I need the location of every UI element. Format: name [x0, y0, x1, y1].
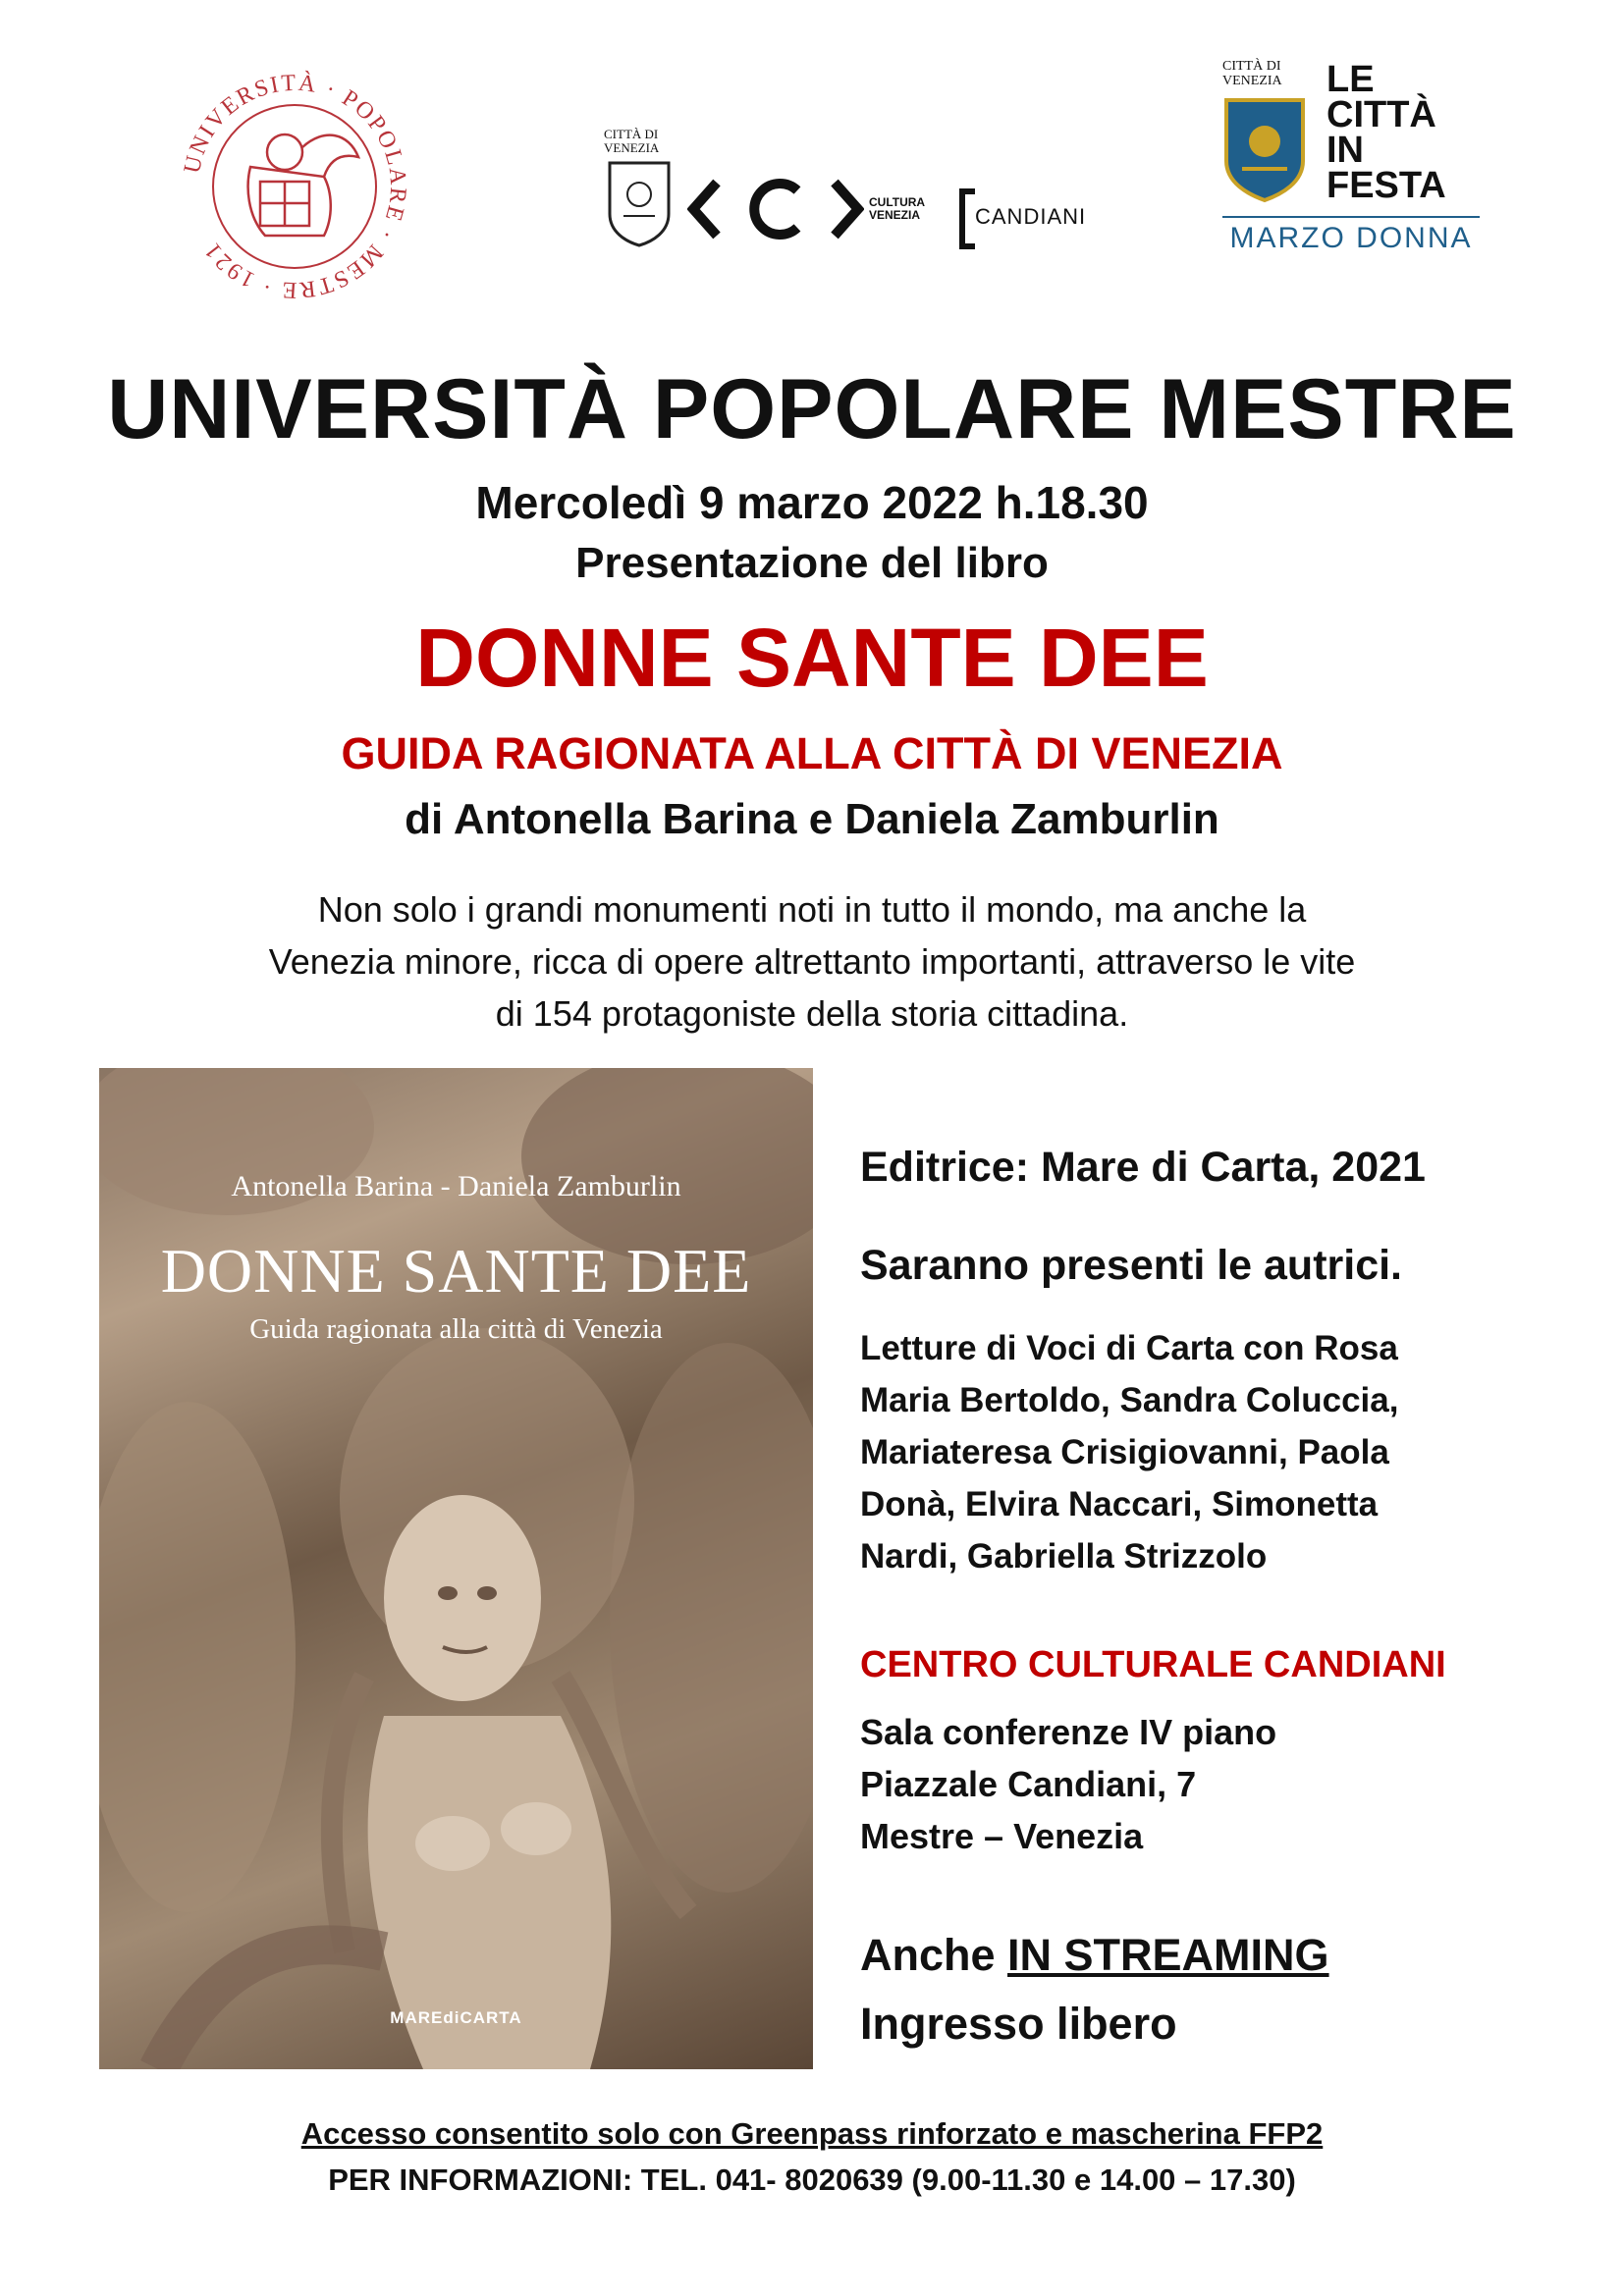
partner-logos-strip [604, 128, 1105, 255]
readings-line: Maria Bertoldo, Sandra Coluccia, [860, 1381, 1399, 1419]
festa-line-3: IN [1326, 130, 1364, 171]
winged-lion-icon [248, 134, 358, 236]
event-date-time: Mercoledì 9 marzo 2022 h.18.30 [475, 477, 1149, 528]
cover-publisher-mark: MAREdiCARTA [390, 2008, 522, 2027]
citta-venezia-label: CITTÀ DI VENEZIA [604, 127, 660, 155]
presentation-label: Presentazione del libro [575, 539, 1049, 587]
venezia-shield-icon [606, 159, 673, 247]
readings-line: Letture di Voci di Carta con Rosa [860, 1329, 1398, 1367]
organizer-title: UNIVERSITÀ POPOLARE MESTRE [107, 362, 1517, 456]
streaming-line [860, 1921, 1567, 1990]
marzo-donna-rule [1222, 216, 1480, 218]
free-entry-label: Ingresso libero [860, 1999, 1177, 2049]
contact-info: PER INFORMAZIONI: TEL. 041- 8020639 (9.00-11.30 e 14.00 – 17.30) [328, 2163, 1296, 2197]
address-line: Piazzale Candiani, 7 [860, 1764, 1197, 1804]
venue-address [860, 1706, 1567, 1862]
festa-citta-venezia-label: CITTÀ DI VENEZIA [1222, 59, 1282, 88]
cover-title: DONNE SANTE DEE [160, 1236, 752, 1306]
authors-present-note: Saranno presenti le autrici. [860, 1242, 1403, 1289]
marzo-donna-label: MARZO DONNA [1229, 222, 1473, 254]
citta-in-festa-logo [1222, 59, 1488, 265]
cultura-venezia-c-logo-icon [687, 175, 864, 243]
venue-name: CENTRO CULTURALE CANDIANI [860, 1644, 1446, 1685]
cover-subtitle: Guida ragionata alla città di Venezia [249, 1313, 663, 1345]
book-subtitle: GUIDA RAGIONATA ALLA CITTÀ DI VENEZIA [341, 728, 1283, 778]
book-cover-image [99, 1068, 813, 2069]
publisher-info: Editrice: Mare di Carta, 2021 [860, 1144, 1426, 1191]
festa-line-2: CITTÀ [1326, 94, 1436, 135]
description-line-2: Venezia minore, ricca di opere altrettanto importanti, attraverso le vite [268, 941, 1356, 982]
streaming-entry-block [860, 1921, 1567, 2058]
candiani-label: CANDIANI [975, 204, 1087, 229]
cultura-venezia-label: CULTURA VENEZIA [869, 195, 925, 222]
address-line: Sala conferenze IV piano [860, 1712, 1277, 1752]
candiani-bracket-icon [959, 188, 975, 249]
streaming-prefix: Anche [860, 1930, 1008, 1980]
festa-line-4: FESTA [1326, 165, 1446, 206]
universita-popolare-seal-logo [177, 69, 412, 304]
description-line-3: di 154 protagoniste della storia cittadina. [495, 993, 1129, 1034]
description-line-1: Non solo i grandi monumenti noti in tutto il mondo, ma anche la [317, 889, 1307, 930]
readings-line: Mariateresa Crisigiovanni, Paola [860, 1433, 1389, 1471]
readings-block [860, 1322, 1567, 1582]
venezia-coat-of-arms-icon [1222, 96, 1307, 204]
book-description [0, 883, 1624, 1040]
stone-relief-figure-illustration [99, 1068, 813, 2069]
streaming-emphasis: IN STREAMING [1007, 1930, 1329, 1980]
readings-line: Nardi, Gabriella Strizzolo [860, 1537, 1268, 1575]
book-authors: di Antonella Barina e Daniela Zamburlin [405, 795, 1219, 843]
address-line: Mestre – Venezia [860, 1816, 1144, 1856]
readings-line: Donà, Elvira Naccari, Simonetta [860, 1485, 1379, 1523]
access-requirements-note: Accesso consentito solo con Greenpass rinforzato e mascherina FFP2 [300, 2116, 1324, 2151]
book-title: DONNE SANTE DEE [415, 612, 1209, 704]
seal-ring-text: UNIVERSITÀ · POPOLARE · MESTRE · 1921 [179, 70, 411, 303]
cover-authors: Antonella Barina - Daniela Zamburlin [231, 1170, 681, 1202]
festa-line-1: LE [1326, 59, 1375, 100]
